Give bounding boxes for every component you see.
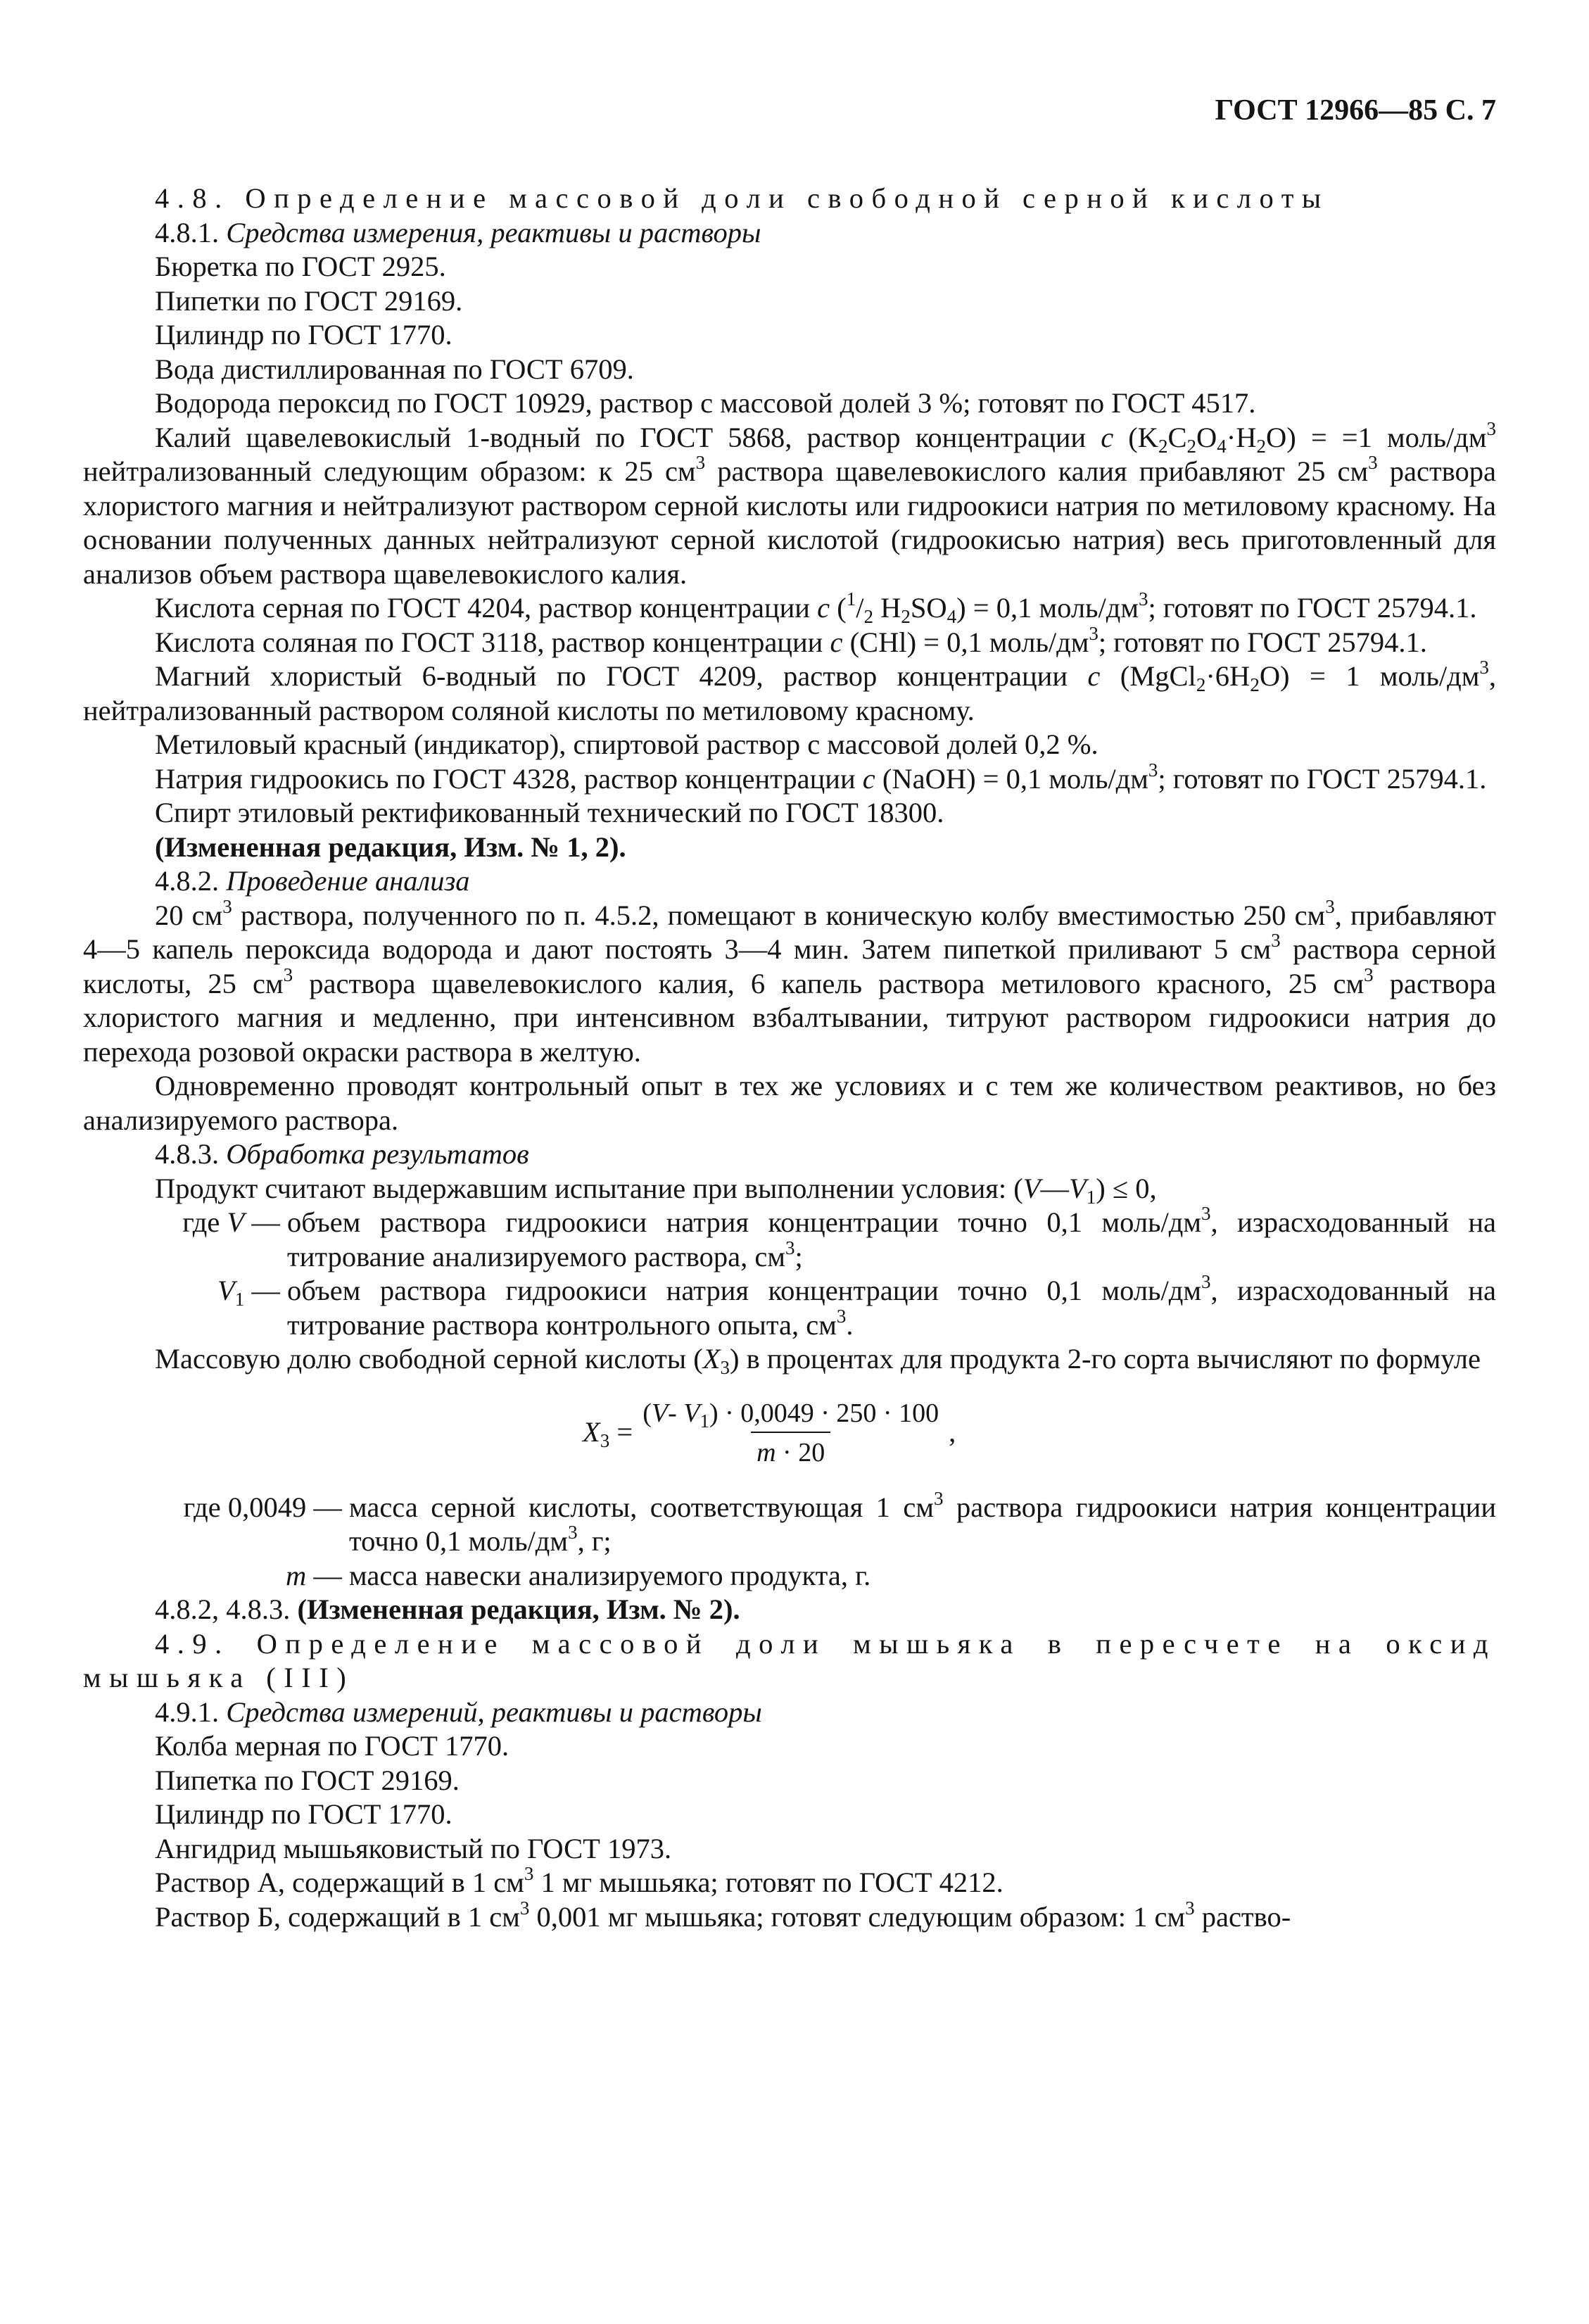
list-item: Метиловый красный (индикатор), спиртовой раствор с массовой долей 0,2 %. — [155, 728, 1099, 760]
edition-note: 4.8.2, 4.8.3. (Измененная редакция, Изм. № 2). — [155, 1593, 740, 1625]
paragraph-sernaya: Кислота серная по ГОСТ 4204, раствор концентрации c ($^1/_2$ $H_2SO_4) = 0,1$ моль/$дм^3$; готовят по ГОСТ 25794.1. — [155, 588, 1477, 627]
section-title: Средства измерения, реактивы и растворы — [226, 216, 761, 248]
formula-denominator: m · 20 — [751, 1432, 830, 1468]
list-item: Водорода пероксид по ГОСТ 10929, раствор с массовой долей 3 %; готовят по ГОСТ 4517. — [155, 387, 1256, 419]
paragraph-mass-fraction: Массовую долю свободной серной кислоты $(X_3)$ в процентах для продукта 2-го сорта вычисляют по формуле — [155, 1343, 1481, 1378]
list-item: Пипетка по ГОСТ 29169. — [155, 1764, 460, 1796]
paragraph-analysis: 20 $см^3$ раствора, полученного по п. 4.5.2, помещают в коническую колбу вместимостью 250 $см^3$, прибавляют 4—5 капель пероксида водорода и дают постоять 3—4 мин. Затем пипеткой приливают 5 $см^3$ раствора серной кислоты, 25 $см^3$ раствора щавелевокислого калия, 6 капель раствора метилового красного, 25 $см^3$ раствора хлористого магния и медленно, при интенсивном взбалтывании, титруют раствором гидроокиси натрия до перехода розовой окраски раствора в желтую. — [83, 895, 1497, 1068]
edition-note: (Измененная редакция, Изм. № 1, 2). — [155, 831, 626, 863]
definition-text: масса навески анализируемого продукта, г. — [349, 1559, 871, 1591]
definition-m — [83, 1559, 1496, 1593]
list-item: Цилиндр по ГОСТ 1770. — [155, 1798, 452, 1830]
section-4-8-title: 4.8. Определение массовой доли свободной серной кислоты — [155, 182, 1329, 214]
formula-x3 — [583, 1391, 1496, 1475]
list-item: Бюретка по ГОСТ 2925. — [155, 251, 446, 282]
definition-v1 — [83, 1271, 1496, 1342]
definition-text: объем раствора гидроокиси натрия концентрации точно 0,1 моль/$дм^3$, израсходованный на титрование анализируемого раствора, $см^3$; — [287, 1203, 1496, 1272]
list-item: Цилиндр по ГОСТ 1770. — [155, 319, 452, 351]
definition-text: объем раствора гидроокиси натрия концентрации точно 0,1 моль/$дм^3$, израсходованный на титрование раствора контрольного опыта, $см^3$. — [287, 1271, 1496, 1341]
paragraph-magnij: Магний хлористый 6-водный по ГОСТ 4209, раствор концентрации c $(MgCl_2\cdot 6H_2O) = 1$ моль/$дм^3$, нейтрализованный раствором соляной кислоты по метиловому красному. — [83, 657, 1496, 726]
paragraph-solution-a: Раствор А, содержащий в 1 $см^3$ 1 мг мышьяка; готовят по ГОСТ 4212. — [155, 1863, 1004, 1898]
section-4-8-2-heading: 4.8.2. Проведение анализа — [155, 865, 470, 897]
section-4-9-title: 4.9. Определение массовой доли мышьяка в пересчете на оксид мышьяка (III) — [83, 1627, 1496, 1693]
definition-v — [83, 1203, 1496, 1274]
definition-label: где 0,0049 — — [183, 1491, 342, 1523]
formula-fraction — [637, 1398, 944, 1468]
formula-comma: , — [949, 1416, 956, 1448]
section-number: 4.8.1. — [155, 216, 220, 248]
paragraph-naoh: Натрия гидроокись по ГОСТ 4328, раствор концентрации c (NaOH) = 0,1 моль/$дм^3$; готовят по ГОСТ 25794.1. — [155, 759, 1487, 795]
list-item: Колба мерная по ГОСТ 1770. — [155, 1730, 509, 1762]
definition-label: m — — [286, 1559, 342, 1591]
list-item: Ангидрид мышьяковистый по ГОСТ 1973. — [155, 1832, 672, 1864]
page-header: ГОСТ 12966—85 С. 7 — [1215, 94, 1496, 127]
paragraph-solution-b: Раствор Б, содержащий в 1 $см^3$ 0,001 мг мышьяка; готовят следующим образом: 1 $см^3$ раство- — [155, 1897, 1291, 1933]
formula-numerator: (V- $V_1) \cdot 0,0049 \cdot 250 \cdot 100$ — [642, 1398, 939, 1432]
section-4-8-1-heading — [83, 216, 1496, 251]
list-item: Спирт этиловый ректификованный технический по ГОСТ 18300. — [155, 797, 944, 828]
paragraph-condition: Продукт считают выдержавшим испытание при выполнении условия: $(V—V_1) \le 0$, — [155, 1172, 1157, 1208]
section-4-8-3-heading: 4.8.3. Обработка результатов — [155, 1138, 529, 1170]
paragraph-solyanaya: Кислота соляная по ГОСТ 3118, раствор концентрации c (CHl) = 0,1 моль/$дм^3$; готовят по ГОСТ 25794.1. — [155, 622, 1427, 658]
list-item: Вода дистиллированная по ГОСТ 6709. — [155, 353, 634, 385]
paragraph-kalij: Калий щавелевокислый 1-водный по ГОСТ 5868, раствор концентрации c $(K_2C_2O_4\cdot H_2O) = =1$ моль/$дм^3$ нейтрализованный следующим образом: к 25 $см^3$ раствора щавелевокислого калия прибавляют 25 $см^3$ раствора хлористого магния и нейтрализуют раствором серной кислоты или гидроокиси натрия по метиловому красному. На основании полученных данных нейтрализуют серной кислотой (гидроокисью натрия) весь приготовленный для анализов объем раствора щавелевокислого калия. — [83, 417, 1496, 590]
definition-label: $V_1$ — — [217, 1275, 280, 1310]
definition-text: масса серной кислоты, соответствующая 1 $см^3$ раствора гидроокиси натрия концентрации точно 0,1 моль/$дм^3$, г; — [349, 1487, 1496, 1557]
list-item: Пипетки по ГОСТ 29169. — [155, 284, 463, 317]
definition-label: где V — — [182, 1206, 280, 1238]
formula-lhs: $X_3$ = — [583, 1416, 633, 1452]
definition-0049 — [83, 1487, 1496, 1559]
paragraph-control: Одновременно проводят контрольный опыт в тех же условиях и с тем же количеством реактивов, но без анализируемого раствора. — [83, 1070, 1496, 1136]
section-4-9-1-heading: 4.9.1. Средства измерений, реактивы и растворы — [155, 1695, 762, 1728]
